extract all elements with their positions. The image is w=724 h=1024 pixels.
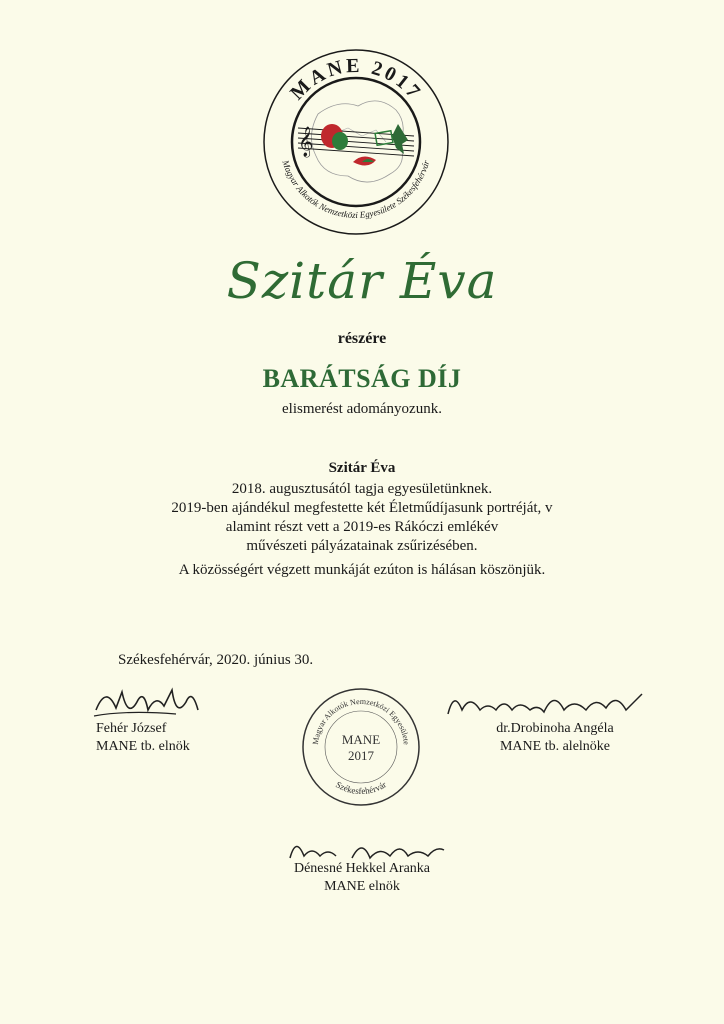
body-name: Szitár Éva	[328, 460, 396, 476]
svg-text:𝄞: 𝄞	[298, 127, 314, 157]
body-line: 2018. augusztusától tagja egyesületünknek.	[231, 481, 493, 497]
body-line: 2019-ben ajándékul megfestette két Életműdíjasunk portréját, v	[171, 500, 553, 516]
award-title: BARÁTSÁG DÍJ	[262, 364, 462, 393]
signer-left-role: MANE tb. elnök	[96, 739, 190, 754]
thanks-text: A közösségért végzett munkáját ezúton is hálásan köszönjük.	[178, 562, 546, 578]
stamp-center-line2: 2017	[348, 748, 374, 763]
signer-right	[470, 720, 640, 756]
for-label: részére	[337, 330, 387, 347]
mane-logo-emblem	[258, 44, 454, 240]
signer-right-name: dr.Drobinoha Angéla	[496, 721, 614, 736]
signature-drobinoha	[440, 680, 650, 730]
logo-title: MANE 2017	[286, 54, 427, 105]
stamp-bottom-text: Székesfehérvár	[333, 779, 389, 797]
body-line: alamint részt vett a 2019-es Rákóczi emlékév	[225, 519, 499, 535]
svg-text:MANE 2017	[286, 55, 426, 105]
logo-ring-text: Magyar Alkotók Nemzetközi Egyesülete Székesfehérvár	[280, 158, 432, 221]
signer-bottom-role: MANE elnök	[324, 879, 400, 894]
body-line: művészeti pályázatainak zsűrizésében.	[246, 538, 478, 554]
round-stamp	[300, 686, 422, 808]
signer-left-name: Fehér József	[96, 721, 167, 736]
svg-text:Székesfehérvár	[334, 779, 388, 796]
place-date: Székesfehérvár, 2020. június 30.	[118, 652, 314, 668]
stamp-ring-text: Magyar Alkotók Nemzetközi Egyesülete	[310, 696, 411, 746]
signer-right-role: MANE tb. alelnöke	[499, 739, 611, 754]
signer-left	[96, 720, 246, 756]
svg-text:Magyar Alkotók Nemzetközi Egye	[280, 158, 431, 220]
signature-fejer	[86, 680, 216, 730]
stamp-center-line1: MANE	[341, 732, 381, 747]
signer-bottom-name: Dénesné Hekkel Aranka	[293, 861, 431, 876]
signature-denesne	[282, 830, 452, 870]
recipient-name-script: Szitár Éva	[226, 252, 498, 310]
award-subtitle: elismerést adományozunk.	[282, 401, 442, 417]
signer-bottom	[262, 860, 462, 896]
